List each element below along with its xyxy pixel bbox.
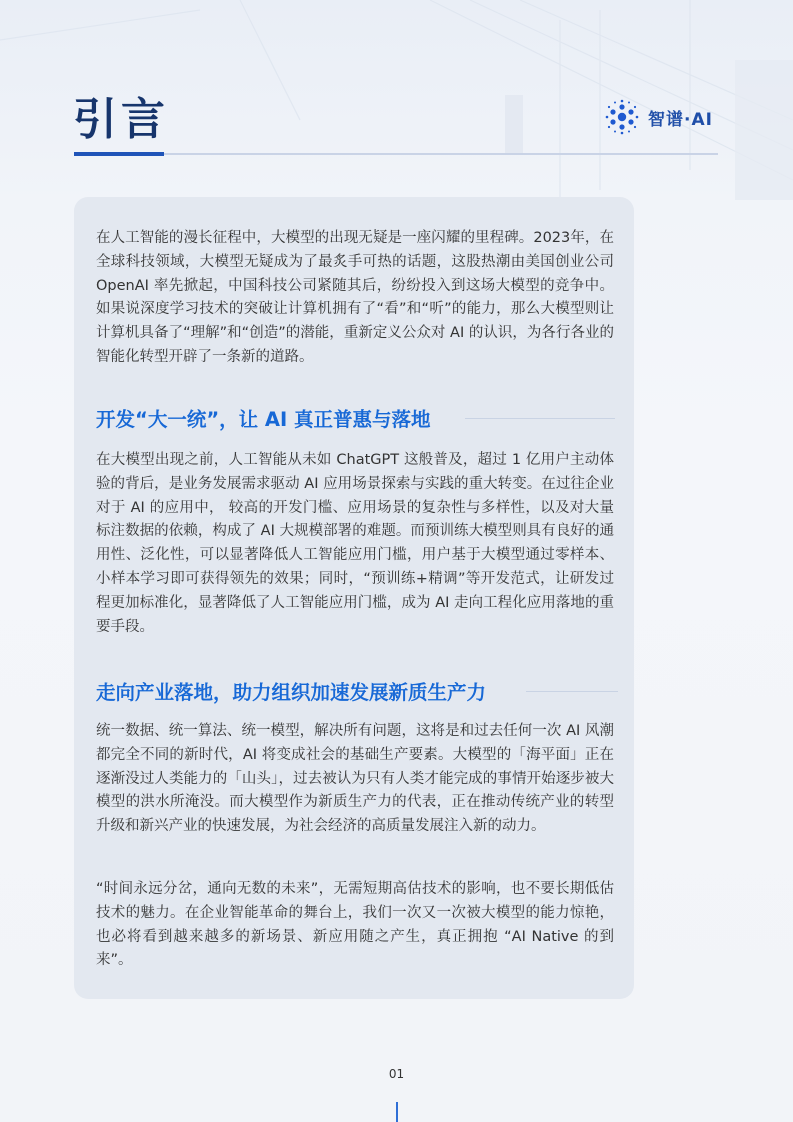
section2-text-2: “时间永远分岔，通向无数的未来”，无需短期高估技术的影响，也不要长期低估技术的魅力。在企业智能革命的舞台上，我们一次又一次被大模型的能力惊艳，也必将看到越来越多的新场景、新应用随之产生，真正拥抱 “AI Native 的到来”。 (96, 881, 614, 969)
section2-text-1: 统一数据、统一算法、统一模型，解决所有问题，这将是和过去任何一次 AI 风潮都完全不同的新时代，AI 将变成社会的基础生产要素。大模型的「海平面」正在逐渐没过人类能力的「山头」，过去被认为只有人类才能完成的事情开始逐步被大模型的洪水所淹没。而大模型作为新质生产力的代表，正在推动传统产业的转型升级和新兴产业的快速发展，为社会经济的高质量发展注入新的动力。 (96, 723, 614, 835)
section-heading-line (465, 418, 615, 419)
section1-paragraph (96, 449, 614, 639)
section-heading-line (526, 691, 618, 692)
section2-paragraph-2 (96, 878, 614, 973)
page-number: 01 (388, 1067, 405, 1081)
intro-text: 在人工智能的漫长征程中，大模型的出现无疑是一座闪耀的里程碑。2023年，在全球科技领域，大模型无疑成为了最炙手可热的话题，这股热潮由美国创业公司 OpenAI 率先掀起，中国科技公司紧随其后，纷纷投入到这场大模型的竞争中。如果说深度学习技术的突破让计算机拥有了“看”和“听”的能力，那么大模型则让计算机具备了“理解”和“创造”的潜能，重新定义公众对 AI 的认识，为各行各业的智能化转型开辟了一条新的道路。 (96, 230, 614, 365)
intro-paragraph (96, 227, 614, 370)
section-heading-unification: 开发“大一统”，让 AI 真正普惠与落地 (96, 408, 431, 431)
brand-logo (604, 99, 713, 135)
section1-text: 在大模型出现之前，人工智能从未如 ChatGPT 这般普及，超过 1 亿用户主动体验的背后，是业务发展需求驱动 AI 应用场景探索与实践的重大转变。在过往企业对于 AI 的应用中， 较高的开发门槛、应用场景的复杂性与多样性，以及对大量标注数据的依赖，构成了 AI 大规模部署的难题。而预训练大模型则具有良好的通用性、泛化性，可以显著降低人工智能应用门槛，用户基于大模型通过零样本、小样本学习即可获得领先的效果；同时，“预训练+精调”等开发范式，让研发过程更加标准化，显著降低了人工智能应用门槛，成为 AI 走向工程化应用落地的重要手段。 (96, 452, 614, 635)
title-underline-accent (74, 152, 164, 156)
title-underline-divider (164, 153, 718, 155)
page-title: 引言 (73, 94, 169, 145)
brand-name: 智谱·AI (648, 109, 713, 130)
page-marker-bar (396, 1102, 398, 1122)
section2-paragraph-1 (96, 720, 614, 839)
zhipu-dots-logo-icon (604, 99, 640, 135)
section-heading-industry: 走向产业落地，助力组织加速发展新质生产力 (96, 681, 487, 704)
